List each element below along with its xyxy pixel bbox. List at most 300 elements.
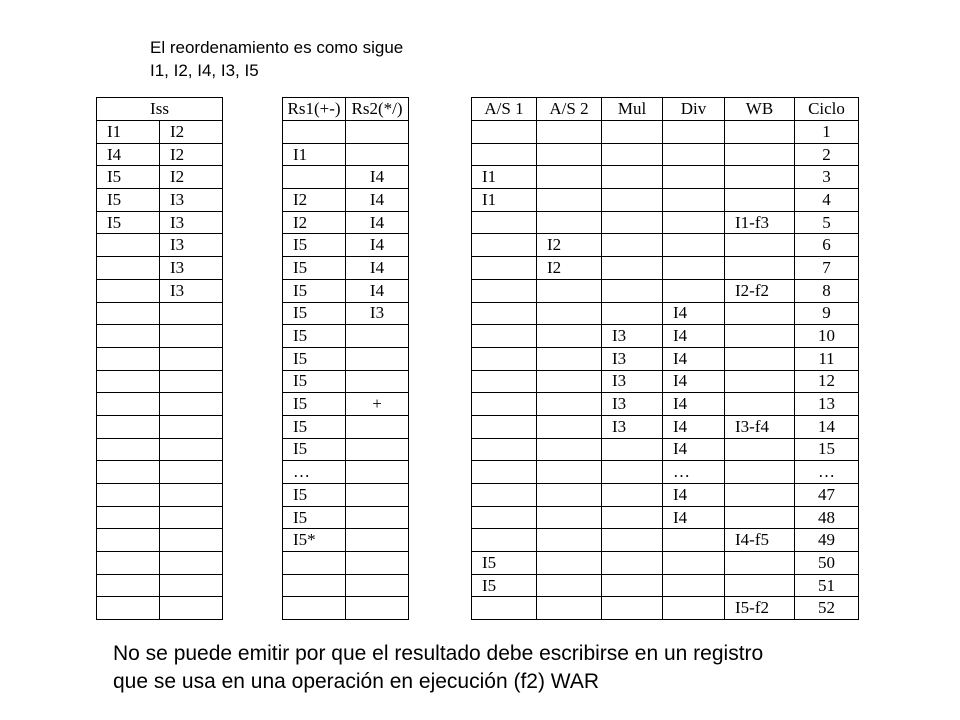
table-cell	[602, 166, 663, 189]
table-cell	[472, 370, 537, 393]
table-cell: I5	[283, 234, 346, 257]
table-cell: I3	[602, 325, 663, 348]
table-cell	[537, 438, 602, 461]
table-cell: 50	[795, 552, 859, 575]
issue-table-row	[97, 347, 223, 370]
table-cell: I2	[283, 211, 346, 234]
footer-line-1: No se puede emitir por que el resultado debe escribirse en un registro	[113, 642, 764, 665]
issue-table-row	[97, 143, 223, 166]
rs-table-row	[283, 438, 409, 461]
rs-table-row	[283, 574, 409, 597]
table-cell	[97, 484, 160, 507]
fu-table-row	[472, 393, 859, 416]
table-cell	[346, 438, 409, 461]
table-cell: I4-f5	[725, 529, 795, 552]
fu-table-header-row	[472, 98, 859, 121]
table-cell: I5	[283, 325, 346, 348]
table-cell: I5-f2	[725, 597, 795, 620]
rs-table-row	[283, 211, 409, 234]
table-cell	[537, 529, 602, 552]
mul-header: Mul	[602, 98, 663, 121]
table-cell: I4	[663, 302, 725, 325]
table-cell	[283, 166, 346, 189]
rs-table-row	[283, 484, 409, 507]
reservation-stations-table	[282, 97, 409, 620]
table-cell: I3	[602, 415, 663, 438]
wb-header: WB	[725, 98, 795, 121]
table-cell: 6	[795, 234, 859, 257]
table-cell: I4	[663, 325, 725, 348]
table-cell: 5	[795, 211, 859, 234]
rs-table-row	[283, 302, 409, 325]
table-cell: I4	[346, 166, 409, 189]
fu-table-row	[472, 506, 859, 529]
table-cell	[725, 484, 795, 507]
div-header: Div	[663, 98, 725, 121]
fu-table-row	[472, 597, 859, 620]
table-cell	[663, 143, 725, 166]
table-cell	[602, 143, 663, 166]
table-cell: …	[795, 461, 859, 484]
table-cell: I4	[346, 257, 409, 280]
issue-table-row	[97, 211, 223, 234]
table-cell	[725, 506, 795, 529]
table-cell: I3	[160, 189, 223, 212]
rs-table-row	[283, 461, 409, 484]
table-cell: I4	[663, 347, 725, 370]
table-cell: I4	[663, 370, 725, 393]
table-cell	[725, 574, 795, 597]
table-cell: I3	[160, 211, 223, 234]
table-cell	[160, 552, 223, 575]
table-cell: 10	[795, 325, 859, 348]
table-cell	[97, 393, 160, 416]
fu-table-row	[472, 257, 859, 280]
fu-table-row	[472, 121, 859, 144]
table-cell	[97, 234, 160, 257]
table-cell	[283, 121, 346, 144]
issue-table-row	[97, 574, 223, 597]
table-cell	[663, 166, 725, 189]
table-cell	[97, 438, 160, 461]
table-cell: I5	[283, 393, 346, 416]
issue-table-row	[97, 461, 223, 484]
fu-table-row	[472, 552, 859, 575]
table-cell: I5	[283, 484, 346, 507]
rs-table-row	[283, 234, 409, 257]
table-cell: 51	[795, 574, 859, 597]
issue-table-header: Iss	[97, 98, 223, 121]
table-cell	[537, 461, 602, 484]
table-cell	[97, 597, 160, 620]
table-cell: I4	[346, 211, 409, 234]
table-cell: 7	[795, 257, 859, 280]
table-cell	[663, 189, 725, 212]
table-cell: 4	[795, 189, 859, 212]
table-cell	[346, 370, 409, 393]
as1-header: A/S 1	[472, 98, 537, 121]
table-cell	[346, 574, 409, 597]
issue-table-row	[97, 393, 223, 416]
table-cell: +	[346, 393, 409, 416]
table-cell	[472, 234, 537, 257]
table-cell: I4	[346, 234, 409, 257]
table-cell	[725, 257, 795, 280]
table-cell	[602, 257, 663, 280]
issue-table	[96, 97, 223, 620]
table-cell	[160, 506, 223, 529]
table-cell	[472, 393, 537, 416]
issue-table-row	[97, 325, 223, 348]
rs-table-row	[283, 347, 409, 370]
table-cell: I3	[160, 234, 223, 257]
table-cell	[472, 279, 537, 302]
table-cell	[472, 484, 537, 507]
table-cell: I2	[160, 121, 223, 144]
table-cell	[160, 347, 223, 370]
table-cell: I5*	[283, 529, 346, 552]
table-cell: I5	[97, 189, 160, 212]
table-cell: I2	[283, 189, 346, 212]
table-cell: I5	[283, 279, 346, 302]
table-cell	[472, 506, 537, 529]
table-cell	[537, 484, 602, 507]
table-cell	[97, 302, 160, 325]
table-cell	[472, 211, 537, 234]
table-cell: I1	[97, 121, 160, 144]
table-cell: I2	[160, 143, 223, 166]
table-cell	[160, 574, 223, 597]
table-cell	[346, 325, 409, 348]
table-cell	[472, 347, 537, 370]
fu-table-row	[472, 574, 859, 597]
table-cell	[97, 461, 160, 484]
table-cell: 13	[795, 393, 859, 416]
table-cell	[346, 143, 409, 166]
table-cell	[725, 166, 795, 189]
issue-table-row	[97, 415, 223, 438]
fu-table-row	[472, 325, 859, 348]
rs-table-row	[283, 279, 409, 302]
issue-table-row	[97, 529, 223, 552]
title-line-1: El reordenamiento es como sigue	[150, 38, 404, 57]
table-cell	[283, 574, 346, 597]
rs-table-row	[283, 415, 409, 438]
fu-table-row	[472, 166, 859, 189]
table-cell: I4	[663, 438, 725, 461]
issue-table-row	[97, 438, 223, 461]
table-cell	[725, 189, 795, 212]
table-cell	[537, 143, 602, 166]
table-cell: I5	[283, 302, 346, 325]
issue-table-row	[97, 597, 223, 620]
table-cell: 52	[795, 597, 859, 620]
functional-units-table	[471, 97, 859, 620]
table-cell: I5	[472, 574, 537, 597]
table-cell: I4	[663, 415, 725, 438]
issue-table-row	[97, 370, 223, 393]
rs-table-header-row	[283, 98, 409, 121]
table-cell	[725, 552, 795, 575]
table-cell	[472, 302, 537, 325]
fu-table-row	[472, 279, 859, 302]
rs-table-row	[283, 121, 409, 144]
issue-table-row	[97, 506, 223, 529]
table-cell	[602, 438, 663, 461]
table-cell	[725, 461, 795, 484]
table-cell	[602, 234, 663, 257]
table-cell	[346, 415, 409, 438]
title-block	[150, 36, 403, 82]
table-cell	[97, 257, 160, 280]
table-cell	[725, 121, 795, 144]
table-cell	[472, 143, 537, 166]
table-cell: 15	[795, 438, 859, 461]
rs2-header: Rs2(*/)	[346, 98, 409, 121]
table-cell: I3-f4	[725, 415, 795, 438]
table-cell: I2	[537, 234, 602, 257]
table-cell: I5	[283, 506, 346, 529]
fu-table-row	[472, 461, 859, 484]
table-cell: I3	[602, 347, 663, 370]
table-cell: I3	[160, 257, 223, 280]
table-cell	[160, 597, 223, 620]
table-cell	[537, 415, 602, 438]
table-cell: I1	[472, 189, 537, 212]
table-cell: I3	[602, 393, 663, 416]
issue-table-row	[97, 257, 223, 280]
table-cell	[602, 211, 663, 234]
fu-table-row	[472, 347, 859, 370]
rs-table-row	[283, 257, 409, 280]
table-cell	[537, 597, 602, 620]
rs-table-row	[283, 529, 409, 552]
table-cell	[663, 552, 725, 575]
cycle-header: Ciclo	[795, 98, 859, 121]
table-cell	[602, 506, 663, 529]
issue-table-row	[97, 302, 223, 325]
table-cell	[537, 552, 602, 575]
table-cell: I4	[346, 279, 409, 302]
table-cell	[472, 415, 537, 438]
table-cell	[602, 484, 663, 507]
table-cell: 8	[795, 279, 859, 302]
table-cell: I5	[283, 438, 346, 461]
table-cell	[346, 552, 409, 575]
rs-table-row	[283, 597, 409, 620]
table-cell: I3	[346, 302, 409, 325]
table-cell: I5	[97, 166, 160, 189]
table-cell: 11	[795, 347, 859, 370]
table-cell: 9	[795, 302, 859, 325]
table-cell	[725, 234, 795, 257]
table-cell	[663, 257, 725, 280]
table-cell	[97, 529, 160, 552]
table-cell: I4	[97, 143, 160, 166]
table-cell	[472, 121, 537, 144]
table-cell	[537, 302, 602, 325]
issue-table-row	[97, 279, 223, 302]
fu-table-row	[472, 211, 859, 234]
table-cell	[472, 529, 537, 552]
table-cell: 1	[795, 121, 859, 144]
table-cell	[663, 211, 725, 234]
fu-table-row	[472, 415, 859, 438]
table-cell: I2	[160, 166, 223, 189]
table-cell	[663, 574, 725, 597]
fu-table-row	[472, 302, 859, 325]
table-cell: I2	[537, 257, 602, 280]
table-cell: I4	[663, 484, 725, 507]
table-cell: …	[663, 461, 725, 484]
table-cell	[160, 438, 223, 461]
table-cell	[602, 529, 663, 552]
issue-table-header-row	[97, 98, 223, 121]
table-cell	[346, 597, 409, 620]
table-cell	[160, 461, 223, 484]
issue-table-row	[97, 234, 223, 257]
table-cell	[537, 393, 602, 416]
table-cell	[663, 279, 725, 302]
fu-table-row	[472, 529, 859, 552]
rs-table-row	[283, 143, 409, 166]
table-cell	[160, 529, 223, 552]
table-cell: I5	[283, 370, 346, 393]
table-cell	[97, 325, 160, 348]
table-cell: I5	[283, 257, 346, 280]
table-cell: 48	[795, 506, 859, 529]
table-cell	[537, 211, 602, 234]
table-cell	[97, 574, 160, 597]
table-cell	[346, 121, 409, 144]
rs-table-row	[283, 552, 409, 575]
table-cell	[160, 302, 223, 325]
table-cell: I1	[472, 166, 537, 189]
table-cell	[472, 461, 537, 484]
table-cell	[160, 325, 223, 348]
table-cell	[346, 506, 409, 529]
rs-table-row	[283, 506, 409, 529]
issue-table-row	[97, 121, 223, 144]
table-cell	[537, 506, 602, 529]
issue-table-row	[97, 189, 223, 212]
fu-table-row	[472, 438, 859, 461]
table-cell: I3	[602, 370, 663, 393]
table-cell: I2-f2	[725, 279, 795, 302]
table-cell	[537, 166, 602, 189]
table-cell	[160, 370, 223, 393]
table-cell	[725, 438, 795, 461]
table-cell: I4	[663, 393, 725, 416]
table-cell	[97, 415, 160, 438]
table-cell	[602, 121, 663, 144]
table-cell	[472, 597, 537, 620]
table-cell	[602, 461, 663, 484]
table-cell	[346, 461, 409, 484]
fu-table-row	[472, 370, 859, 393]
table-cell	[725, 347, 795, 370]
table-cell: I1-f3	[725, 211, 795, 234]
table-cell: 14	[795, 415, 859, 438]
as2-header: A/S 2	[537, 98, 602, 121]
table-cell	[537, 121, 602, 144]
table-cell	[602, 552, 663, 575]
table-cell	[725, 325, 795, 348]
table-cell	[602, 597, 663, 620]
table-cell	[97, 279, 160, 302]
table-cell	[472, 257, 537, 280]
table-cell	[160, 393, 223, 416]
rs-table-row	[283, 370, 409, 393]
table-cell: …	[283, 461, 346, 484]
fu-table-row	[472, 143, 859, 166]
footer-line-2: que se usa en una operación en ejecución (f2) WAR	[113, 670, 600, 693]
table-cell: I3	[160, 279, 223, 302]
rs-table-row	[283, 189, 409, 212]
table-cell	[97, 370, 160, 393]
table-cell	[283, 597, 346, 620]
rs1-header: Rs1(+-)	[283, 98, 346, 121]
table-cell	[537, 574, 602, 597]
table-cell	[346, 529, 409, 552]
table-cell	[472, 325, 537, 348]
rs-table-row	[283, 166, 409, 189]
table-cell	[160, 415, 223, 438]
footer-note	[113, 640, 953, 696]
table-cell	[725, 393, 795, 416]
table-cell: 47	[795, 484, 859, 507]
rs-table-row	[283, 325, 409, 348]
table-cell	[537, 325, 602, 348]
table-cell: I5	[283, 347, 346, 370]
issue-table-row	[97, 166, 223, 189]
table-cell	[537, 279, 602, 302]
table-cell: I4	[346, 189, 409, 212]
issue-table-row	[97, 484, 223, 507]
table-cell	[663, 234, 725, 257]
table-cell	[602, 302, 663, 325]
table-cell	[663, 597, 725, 620]
table-cell: 49	[795, 529, 859, 552]
table-cell	[602, 189, 663, 212]
fu-table-row	[472, 484, 859, 507]
table-cell	[725, 143, 795, 166]
table-cell: I5	[283, 415, 346, 438]
table-cell	[160, 484, 223, 507]
table-cell: I4	[663, 506, 725, 529]
table-cell	[663, 121, 725, 144]
table-cell	[725, 370, 795, 393]
table-cell	[537, 347, 602, 370]
table-cell	[346, 347, 409, 370]
title-line-2: I1, I2, I4, I3, I5	[150, 61, 259, 80]
fu-table-row	[472, 189, 859, 212]
table-cell: I5	[97, 211, 160, 234]
table-cell	[472, 438, 537, 461]
table-cell: 2	[795, 143, 859, 166]
table-cell	[602, 574, 663, 597]
table-cell	[725, 302, 795, 325]
table-cell: I1	[283, 143, 346, 166]
fu-table-row	[472, 234, 859, 257]
rs-table-row	[283, 393, 409, 416]
table-cell	[346, 484, 409, 507]
table-cell	[97, 347, 160, 370]
table-cell: 12	[795, 370, 859, 393]
issue-table-row	[97, 552, 223, 575]
table-cell	[283, 552, 346, 575]
table-cell: 3	[795, 166, 859, 189]
